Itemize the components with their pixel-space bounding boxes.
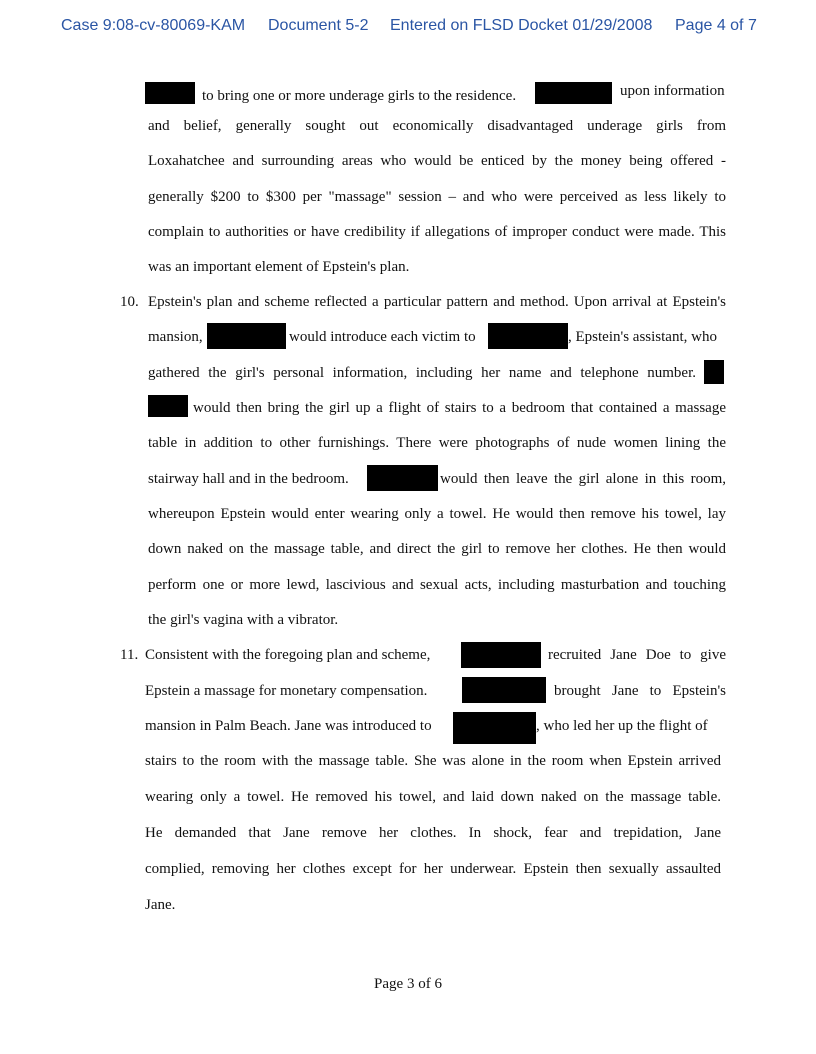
- case-number: Case 9:08-cv-80069-KAM: [61, 17, 246, 34]
- text-line: perform one or more lewd, lascivious and sexual acts, including masturbation and touching: [148, 577, 726, 593]
- text-line: was an important element of Epstein's plan.: [148, 259, 410, 275]
- text-line: Loxahatchee and surrounding areas who would be enticed by the money being offered -: [148, 153, 726, 169]
- docket-entry-date: Entered on FLSD Docket 01/29/2008: [390, 17, 653, 34]
- text-segment: stairway hall and in the bedroom.: [148, 471, 349, 487]
- text-segment: Consistent with the foregoing plan and scheme,: [145, 647, 431, 663]
- text-segment: , Epstein's assistant, who: [568, 329, 717, 345]
- text-line: whereupon Epstein would enter wearing only a towel. He would then remove his towel, lay: [148, 506, 726, 522]
- text-line: [535, 82, 612, 105]
- docket-page-number: Page 4 of 7: [675, 17, 757, 34]
- text-line: would then bring the girl up a flight of stairs to a bedroom that contained a massage: [193, 400, 726, 416]
- text-line: table in addition to other furnishings. There were photographs of nude women lining the: [148, 435, 726, 451]
- redaction-block: [367, 465, 438, 491]
- redaction-block: [704, 360, 724, 384]
- text-segment: mansion,: [148, 329, 203, 345]
- text-line: Jane.: [145, 897, 176, 913]
- text-line: and belief, generally sought out economically disadvantaged underage girls from: [148, 118, 726, 134]
- text-segment: brought Jane to Epstein's: [554, 683, 726, 699]
- redaction-block: [453, 712, 536, 744]
- redaction-block: [462, 677, 546, 703]
- text-line: complain to authorities or have credibility if allegations of improper conduct were made. This: [148, 224, 726, 240]
- text-line: gathered the girl's personal information, including her name and telephone number.: [148, 365, 696, 381]
- redaction-block: [461, 642, 541, 668]
- text-line: He demanded that Jane remove her clothes. In shock, fear and trepidation, Jane: [145, 825, 721, 841]
- redaction-block: [145, 82, 195, 104]
- text-segment: upon information: [620, 83, 725, 99]
- text-line: wearing only a towel. He removed his towel, and laid down naked on the massage table.: [145, 789, 721, 805]
- text-line: [145, 82, 516, 105]
- redaction-block: [148, 395, 188, 417]
- text-segment: Epstein a massage for monetary compensation.: [145, 683, 428, 699]
- paragraph-number: 10.: [120, 294, 139, 310]
- text-line: down naked on the massage table, and direct the girl to remove her clothes. He then would: [148, 541, 726, 557]
- text-line: the girl's vagina with a vibrator.: [148, 612, 339, 628]
- text-line: stairs to the room with the massage table. She was alone in the room when Epstein arrived: [145, 753, 721, 769]
- text-line: complied, removing her clothes except for her underwear. Epstein then sexually assaulted: [145, 861, 721, 877]
- document-number: Document 5-2: [268, 17, 369, 34]
- text-line: Epstein's plan and scheme reflected a particular pattern and method. Upon arrival at Epstein's: [148, 294, 726, 310]
- text-segment: , who led her up the flight of: [536, 718, 708, 734]
- text-segment: recruited Jane Doe to give: [548, 647, 726, 663]
- redaction-block: [488, 323, 568, 349]
- redaction-block: [207, 323, 286, 349]
- text-line: generally $200 to $300 per "massage" session – and who were perceived as less likely to: [148, 189, 726, 205]
- page-footer: Page 3 of 6: [374, 976, 442, 992]
- text-segment: would introduce each victim to: [289, 329, 476, 345]
- paragraph-number: 11.: [120, 647, 139, 663]
- text-segment: mansion in Palm Beach. Jane was introduced to: [145, 718, 432, 734]
- redaction-block: [535, 82, 612, 104]
- text-segment: would then leave the girl alone in this room,: [440, 471, 726, 487]
- text-segment: to bring one or more underage girls to the residence.: [202, 88, 517, 104]
